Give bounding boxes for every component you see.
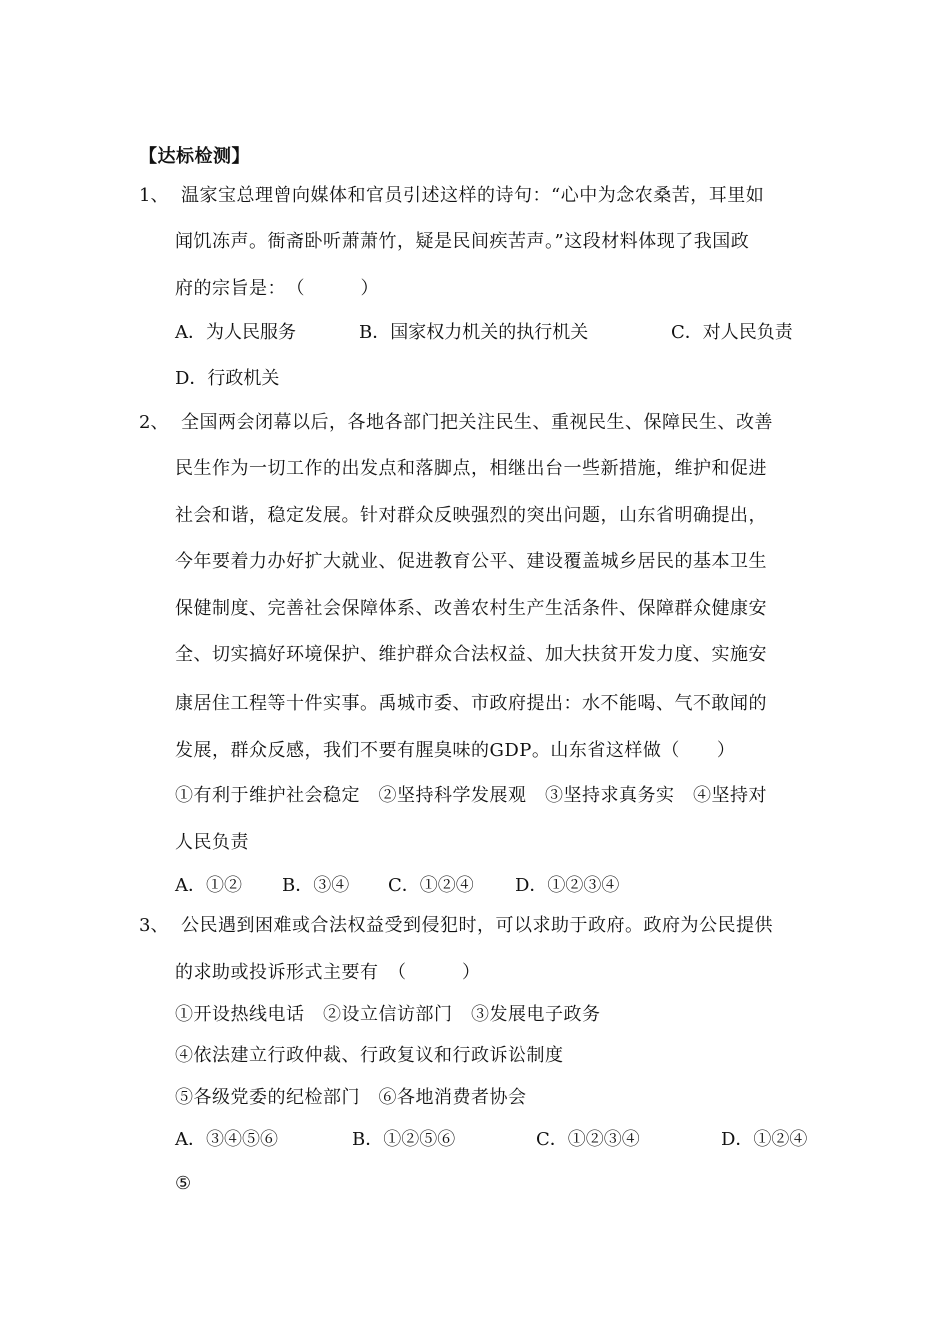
question-3-option-c: C．①②③④: [536, 1129, 640, 1150]
question-2-number: 2、: [139, 412, 169, 433]
question-3-option-d-overflow: ⑤: [175, 1173, 192, 1194]
question-2-statements-line-1: ①有利于维护社会稳定 ②坚持科学发展观 ③坚持求真务实 ④坚持对: [175, 785, 767, 806]
question-2-text-line-3: 社会和谐，稳定发展。针对群众反映强烈的突出问题，山东省明确提出，: [175, 505, 767, 526]
question-3-number: 3、: [139, 915, 169, 936]
question-2-text-line-6: 全、切实搞好环境保护、维护群众合法权益、加大扶贫开发力度、实施安: [175, 644, 767, 665]
question-2-statements-line-2: 人民负责: [175, 832, 249, 853]
question-3-option-a: A．③④⑤⑥: [175, 1129, 278, 1150]
question-2-text-line-4: 今年要着力办好扩大就业、促进教育公平、建设覆盖城乡居民的基本卫生: [175, 551, 767, 572]
question-3-statements-line-2: ④依法建立行政仲裁、行政复议和行政诉讼制度: [175, 1045, 564, 1066]
section-title: 【达标检测】: [139, 146, 250, 167]
question-2-text-line-8: 发展，群众反感，我们不要有腥臭味的GDP。山东省这样做（ ）: [175, 740, 736, 761]
question-1-option-c: C．对人民负责: [671, 322, 793, 343]
question-2-option-a: A．①②: [175, 875, 242, 896]
question-1-text-line-3: 府的宗旨是： （ ）: [175, 278, 379, 299]
question-3-statements-line-1: ①开设热线电话 ②设立信访部门 ③发展电子政务: [175, 1004, 601, 1025]
question-2-option-c: C．①②④: [388, 875, 474, 896]
question-2-option-d: D．①②③④: [515, 875, 620, 896]
question-2-text-line-5: 保健制度、完善社会保障体系、改善农村生产生活条件、保障群众健康安: [175, 598, 767, 619]
question-2-text-line-1: 全国两会闭幕以后，各地各部门把关注民生、重视民生、保障民生、改善: [181, 412, 773, 433]
question-1-text-line-2: 闻饥冻声。衙斋卧听萧萧竹，疑是民间疾苦声。”这段材料体现了我国政: [175, 231, 750, 252]
question-3-option-b: B．①②⑤⑥: [352, 1129, 456, 1150]
question-1-number: 1、: [139, 185, 169, 206]
question-3-text-line-1: 公民遇到困难或合法权益受到侵犯时，可以求助于政府。政府为公民提供: [181, 915, 773, 936]
question-3-text-line-2: 的求助或投诉形式主要有 （ ）: [175, 962, 481, 983]
question-2-option-b: B．③④: [282, 875, 350, 896]
question-1-option-a: A．为人民服务: [175, 322, 296, 343]
question-2-text-line-2: 民生作为一切工作的出发点和落脚点，相继出台一些新措施，维护和促进: [175, 458, 767, 479]
question-3-statements-line-3: ⑤各级党委的纪检部门 ⑥各地消费者协会: [175, 1087, 527, 1108]
question-1-text-line-1: 温家宝总理曾向媒体和官员引述这样的诗句：“心中为念农桑苦，耳里如: [181, 185, 765, 206]
question-2-text-line-7: 康居住工程等十件实事。禹城市委、市政府提出：水不能喝、气不敢闻的: [175, 693, 767, 714]
question-3-option-d: D．①②④: [721, 1129, 808, 1150]
question-1-option-b: B．国家权力机关的执行机关: [359, 322, 589, 343]
question-1-option-d: D．行政机关: [175, 368, 280, 389]
